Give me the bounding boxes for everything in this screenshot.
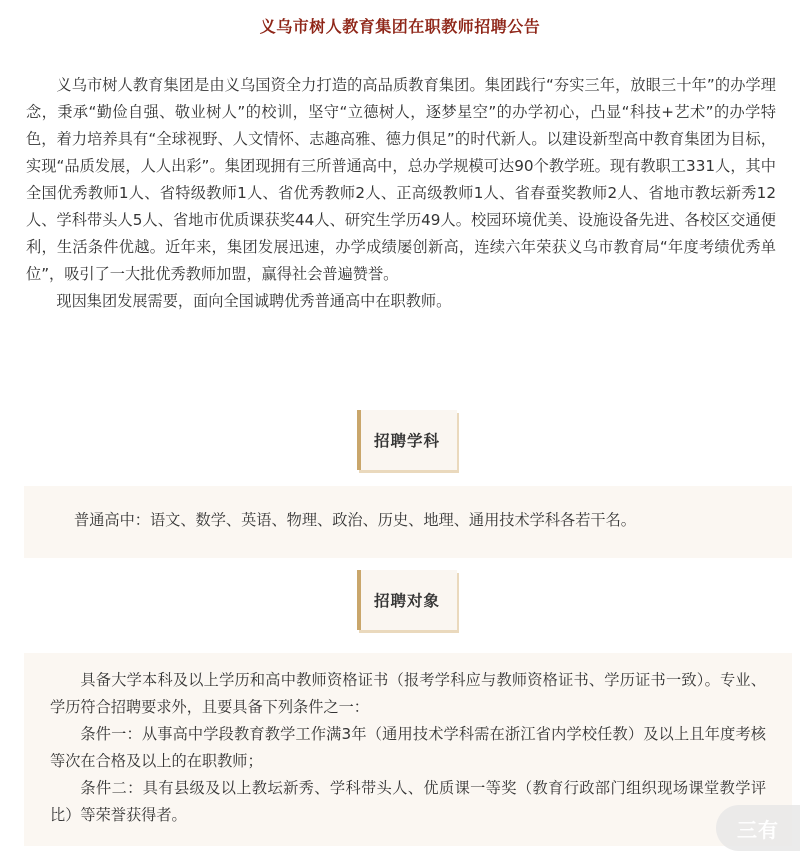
intro-section: [26, 72, 776, 315]
intro-paragraph: 义乌市树人教育集团是由义乌国资全力打造的高品质教育集团。集团践行“夯实三年，放眼三十年”的办学理念，秉承“勤俭自强、敬业树人”的校训，坚守“立德树人，逐梦星空”的办学初心，凸显“科技+艺术”的办学特色，着力培养具有“全球视野、人文情怀、志趣高雅、德力俱足”的时代新人。以建设新型高中教育集团为目标，实现“品质发展，人人出彩”。集团现拥有三所普通高中，总办学规模可达90个教学班。现有教职工331人，其中全国优秀教师1人、省特级教师1人、省优秀教师2人、正高级教师1人、省春蚕奖教师2人、省地市教坛新秀12人、学科带头人5人、省地市优质课获奖44人、研究生学历49人。校园环境优美、设施设备先进、各校区交通便利，生活条件优越。近年来，集团发展迅速，办学成绩屡创新高，连续六年荣获义乌市教育局“年度考绩优秀单位”，吸引了一大批优秀教师加盟，赢得社会普遍赞誉。: [26, 76, 776, 283]
subjects-text: 普通高中：语文、数学、英语、物理、政治、历史、地理、通用技术学科各若干名。: [74, 511, 636, 529]
section-heading-subjects: [357, 410, 457, 470]
watermark-badge: 三有: [716, 805, 800, 851]
condition-two: 条件二：具有县级及以上教坛新秀、学科带头人、优质课一等奖（教育行政部门组织现场课堂教学评比）等荣誉获得者。: [50, 779, 766, 824]
targets-paragraph: 具备大学本科及以上学历和高中教师资格证书（报考学科应与教师资格证书、学历证书一致）。专业、学历符合招聘要求外，且要具备下列条件之一：: [50, 671, 766, 716]
intro-paragraph: 现因集团发展需要，面向全国诚聘优秀普通高中在职教师。: [56, 292, 452, 310]
heading-accent-bar: [357, 410, 361, 470]
section-heading-targets: [357, 570, 457, 630]
subjects-panel: [24, 486, 792, 558]
targets-panel: [24, 653, 792, 846]
section-heading-label: 招聘对象: [373, 592, 440, 610]
condition-one: 条件一：从事高中学段教育教学工作满3年（通用技术学科需在浙江省内学校任教）及以上且年度考核等次在合格及以上的在职教师；: [50, 725, 766, 770]
heading-accent-bar: [357, 570, 361, 630]
section-heading-label: 招聘学科: [373, 432, 440, 450]
page-title: 义乌市树人教育集团在职教师招聘公告: [259, 17, 541, 36]
